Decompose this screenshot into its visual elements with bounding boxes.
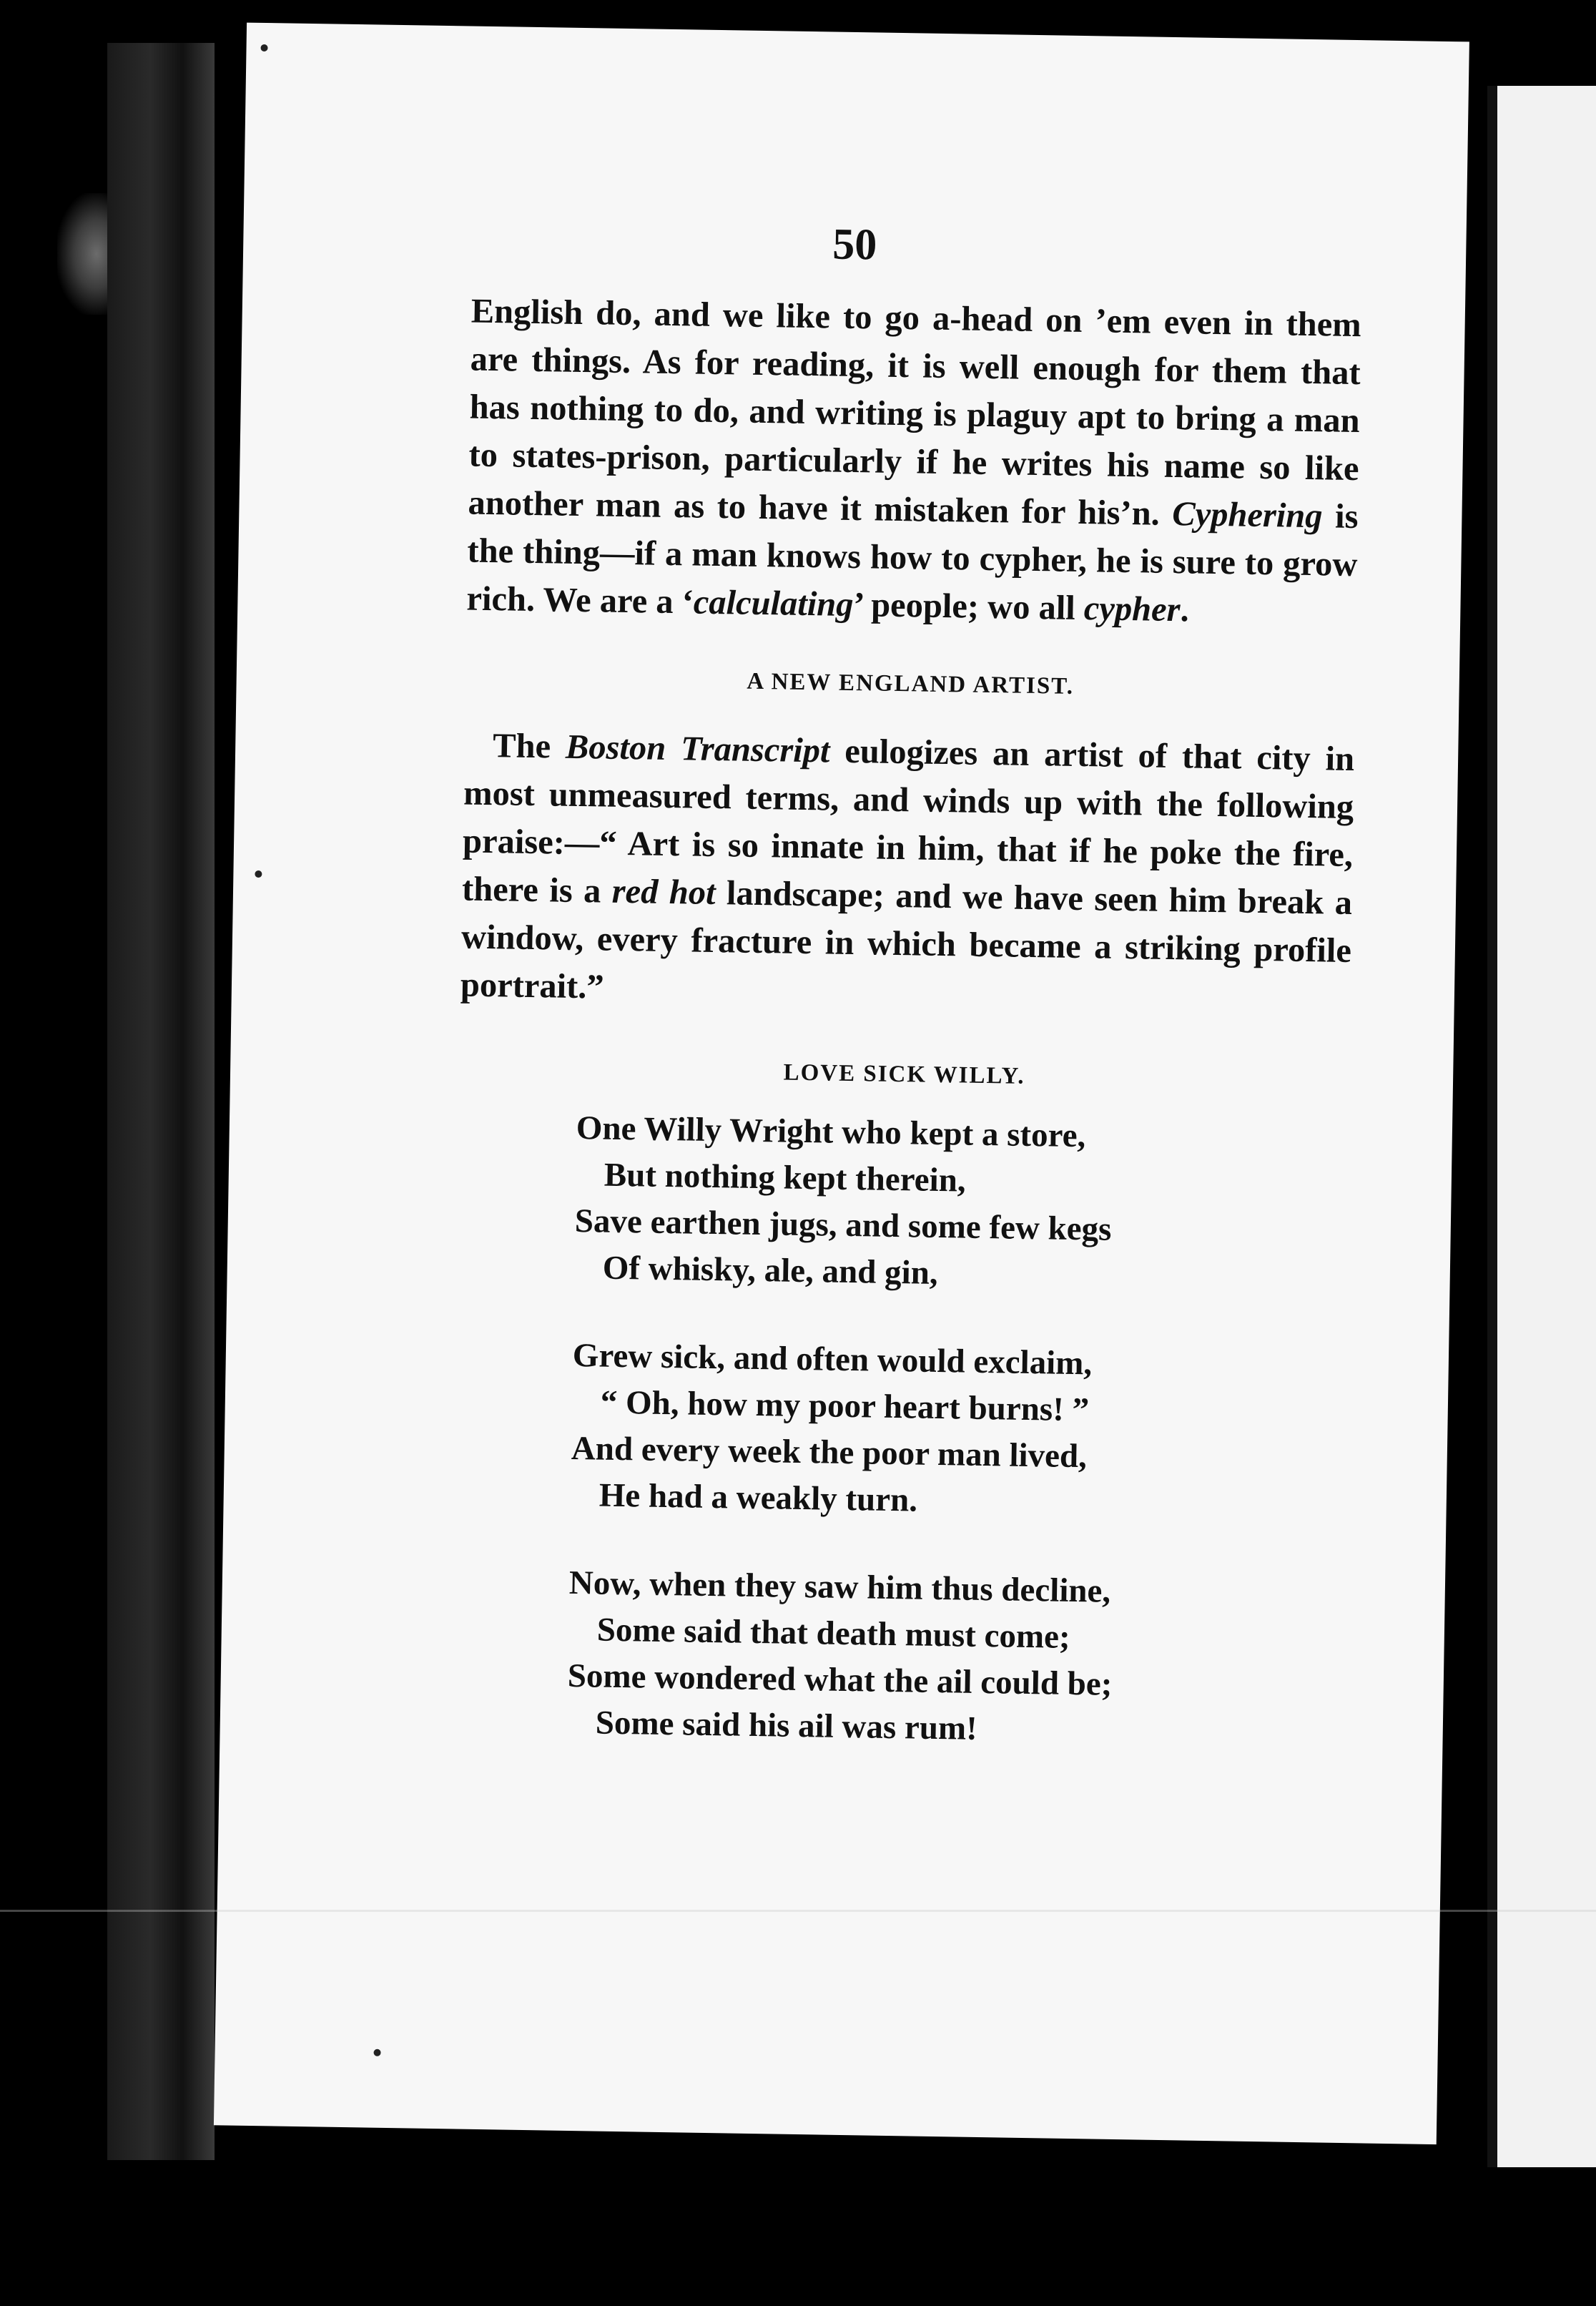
italic-text: Boston Transcript: [565, 727, 830, 770]
poem-line: Now, when they saw him thus decline,: [568, 1564, 1111, 1610]
poem-line: Some said his ail was rum!: [595, 1704, 978, 1747]
poem-line: One Willy Wright who kept a store,: [576, 1109, 1086, 1155]
page-number: 50: [832, 220, 877, 270]
poem: [566, 1105, 1349, 1758]
ink-speck: [373, 2049, 380, 2056]
text-run: landscape; and we have seen him break a window, every fracture in which became a striking profile portrait.”: [460, 874, 1353, 1006]
poem-line: Some wondered what the ail could be;: [567, 1657, 1113, 1703]
paragraph-opening: [466, 288, 1361, 637]
paragraph-artist: [460, 721, 1354, 1023]
poem-line: “ Oh, how my poor heart burns! ”: [600, 1383, 1090, 1429]
poem-line: Of whisky, ale, and gin,: [602, 1249, 939, 1292]
text-run: English do, and we like to go a-head on ’em even in them are things. As for reading, it is well enough for them that has nothing to do, and writing is plaguy apt to bring a man to states-prison, particularly if he writes his name so like another man as to have it mistaken for his’n.: [468, 292, 1362, 533]
italic-text: Cyphering: [1171, 494, 1323, 536]
poem-line: Some said that death must come;: [596, 1611, 1071, 1656]
italic-text: red hot: [611, 872, 716, 913]
text-run: .: [1180, 591, 1190, 629]
text-run: ’ people; wo all: [853, 586, 1085, 628]
ink-speck: [260, 44, 267, 51]
text-run: eulogizes an artist of that city in most unmeasured terms, and winds up with the following praise:—“ Art is so innate in him, that if he poke the fire, there is a: [461, 732, 1355, 911]
italic-text: calculating: [693, 583, 854, 624]
poem-line: But nothing kept therein,: [604, 1156, 966, 1199]
poem-stanza: [573, 1105, 1349, 1303]
scan-artifact-line: [0, 1910, 1596, 1912]
italic-text: cypher: [1083, 589, 1181, 629]
section-heading-new-england-artist: A NEW ENGLAND ARTIST.: [747, 668, 1075, 700]
facing-page-edge: [1487, 86, 1596, 2167]
book-page: [214, 23, 1469, 2144]
poem-stanza: [570, 1333, 1345, 1531]
ink-speck: [255, 870, 262, 878]
poem-line: Save earthen jugs, and some few kegs: [574, 1202, 1112, 1248]
poem-line: Grew sick, and often would exclaim,: [572, 1336, 1093, 1383]
section-heading-love-sick-willy: LOVE SICK WILLY.: [783, 1059, 1025, 1089]
poem-line: And every week the poor man lived,: [571, 1429, 1088, 1476]
poem-stanza: [566, 1560, 1341, 1758]
poem-line: He had a weakly turn.: [598, 1476, 918, 1519]
book-spine: [107, 43, 215, 2160]
text-run: is the thing—if a man knows how to cypher, he is sure to grow rich. We are a ‘: [466, 497, 1359, 622]
text-run: The: [492, 727, 566, 766]
page-body: [448, 288, 1361, 1800]
